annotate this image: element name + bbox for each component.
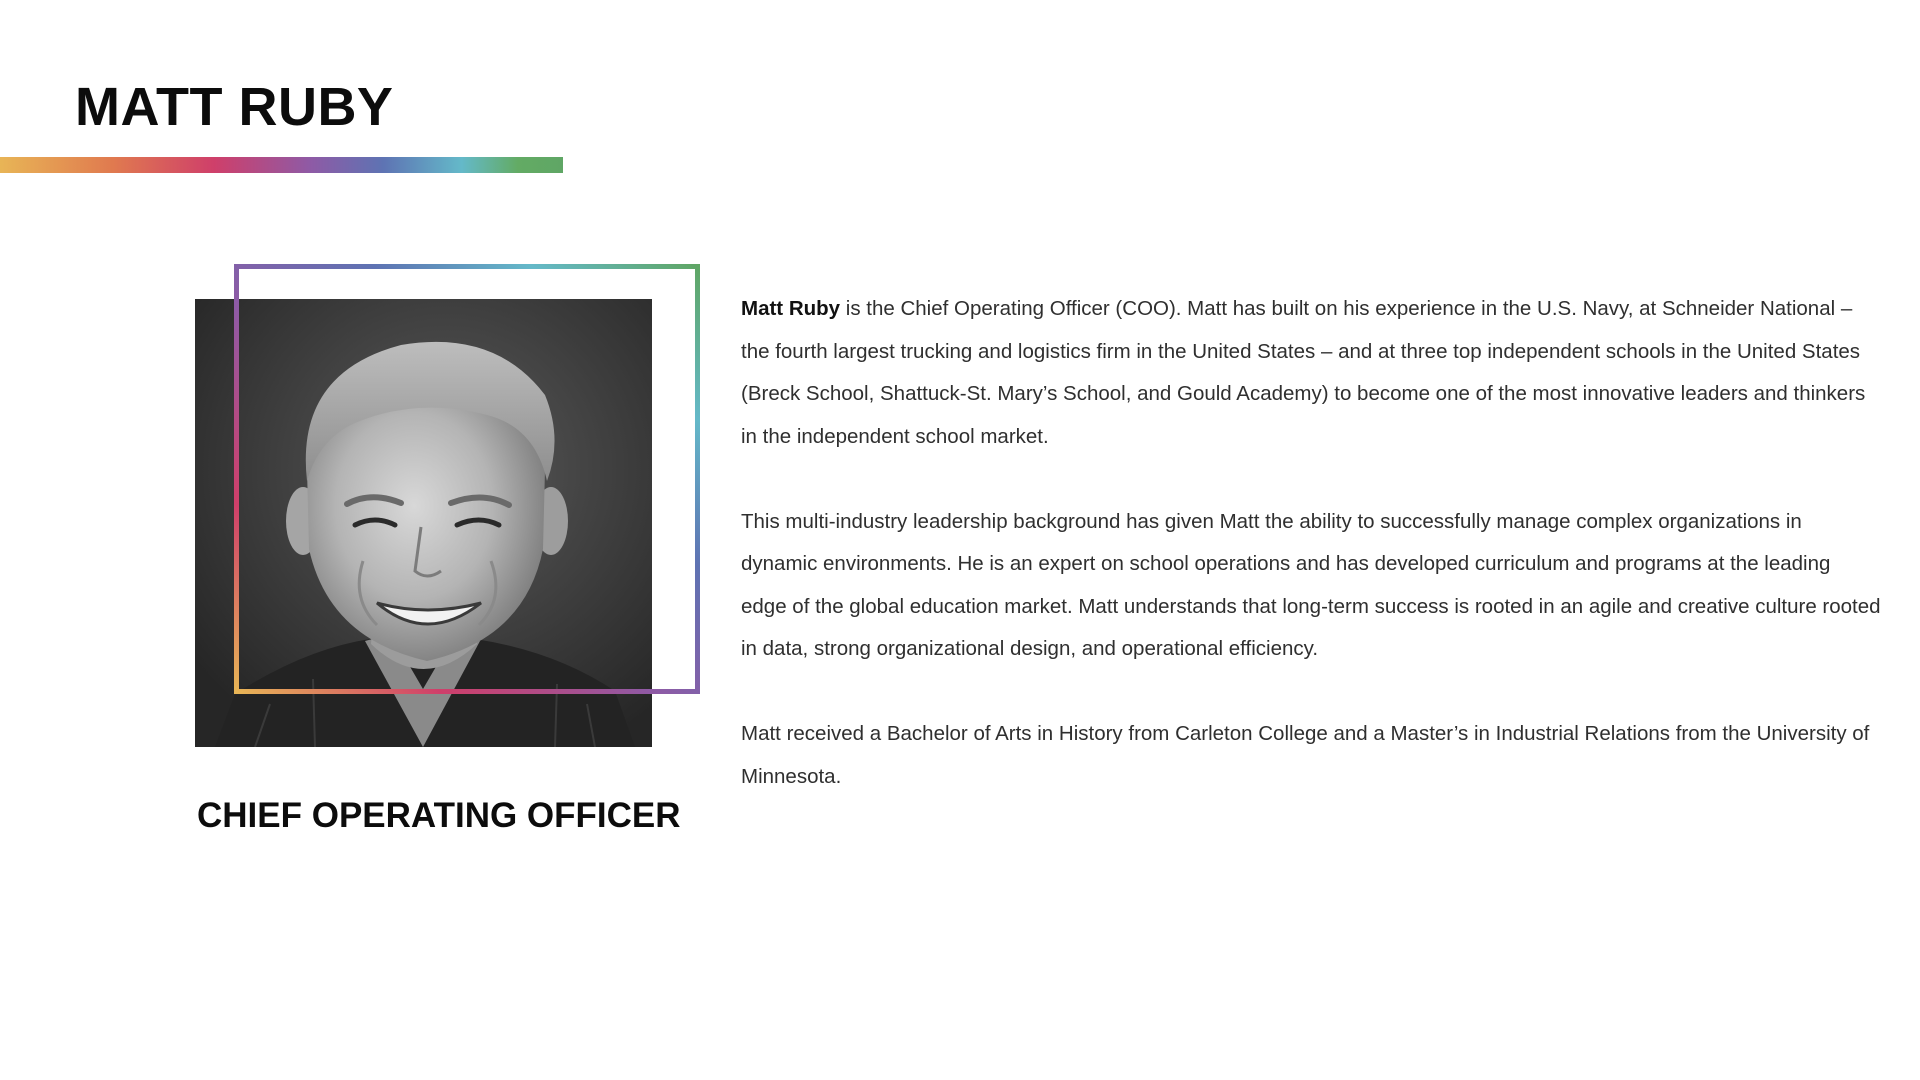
portrait-photo: [195, 299, 652, 747]
gradient-title-underline: [0, 157, 563, 173]
bio-paragraph-3: Matt received a Bachelor of Arts in History from Carleton College and a Master’s in Industrial Relations from the University of Minnesota.: [741, 722, 1870, 788]
bio-name: Matt Ruby: [741, 297, 841, 320]
role-title: CHIEF OPERATING OFFICER: [197, 796, 681, 835]
page-title: MATT RUBY: [75, 77, 394, 137]
bio-paragraph-1: [741, 288, 1881, 458]
bio-text: [741, 288, 1881, 798]
bio-paragraph-2: This multi-industry leadership background has given Matt the ability to successfully manage complex organizations in dynamic environments. He is an expert on school operations and has developed curriculum and programs at the leading edge of the global education market. Matt understands that long-term success is rooted in an agile and creative culture rooted in data, strong organizational design, and operational efficiency.: [741, 509, 1881, 660]
bio-paragraph-1-text: is the Chief Operating Officer (COO). Matt has built on his experience in the U.S. Navy, at Schneider National – the fourth largest trucking and logistics firm in the United States – and at three top independent schools in the United States (Breck School, Shattuck-St. Mary’s School, and Gould Academy) to become one of the most innovative leaders and thinkers in the independent school market.: [741, 297, 1866, 448]
